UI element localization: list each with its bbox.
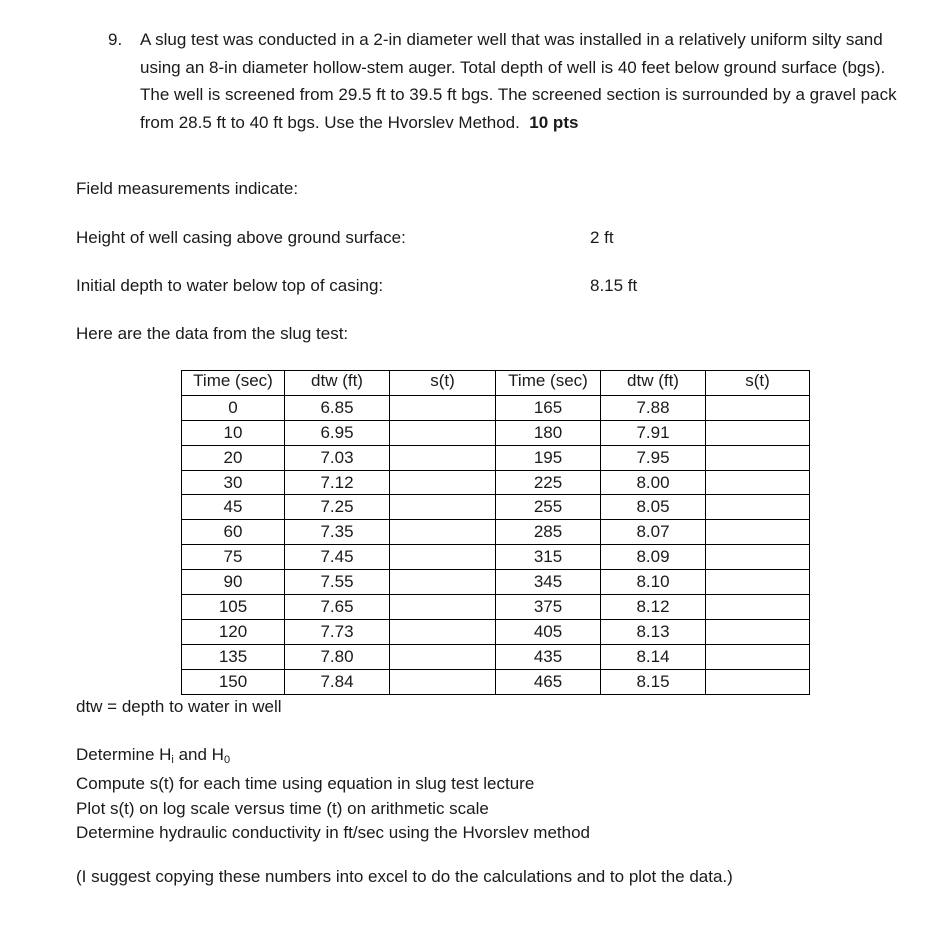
table-row: [182, 595, 810, 620]
cell-time-1: 20: [182, 445, 285, 470]
cell-dtw-1: 6.95: [285, 420, 390, 445]
field-intro: Field measurements indicate:: [76, 179, 299, 198]
cell-time-2: 165: [496, 395, 601, 420]
cell-st-1: [390, 570, 496, 595]
cell-time-2: 315: [496, 545, 601, 570]
cell-dtw-1: 7.35: [285, 520, 390, 545]
cell-dtw-2: 8.15: [601, 669, 706, 694]
cell-dtw-1: 6.85: [285, 395, 390, 420]
dtw-note: dtw = depth to water in well: [76, 697, 282, 716]
cell-time-1: 105: [182, 595, 285, 620]
cell-time-1: 150: [182, 669, 285, 694]
cell-st-1: [390, 644, 496, 669]
cell-dtw-2: 8.13: [601, 619, 706, 644]
casing-height-label: Height of well casing above ground surface:: [76, 228, 406, 247]
cell-st-2: [706, 644, 810, 669]
step-compute-st: Compute s(t) for each time using equation in slug test lecture: [76, 774, 535, 794]
cell-time-2: 375: [496, 595, 601, 620]
table-body: [182, 395, 810, 694]
cell-time-2: 405: [496, 619, 601, 644]
header-time-1: Time (sec): [182, 371, 285, 396]
problem-points: 10 pts: [529, 112, 579, 132]
cell-st-1: [390, 669, 496, 694]
cell-dtw-2: 7.95: [601, 445, 706, 470]
table-header-row: [182, 371, 810, 396]
cell-dtw-2: 8.09: [601, 545, 706, 570]
cell-dtw-2: 8.07: [601, 520, 706, 545]
cell-time-2: 255: [496, 495, 601, 520]
header-dtw-1: dtw (ft): [285, 371, 390, 396]
cell-time-2: 225: [496, 470, 601, 495]
step-1-sub-i: i: [171, 754, 174, 766]
problem-number: 9.: [108, 30, 123, 49]
cell-dtw-2: 8.05: [601, 495, 706, 520]
casing-height-value: 2 ft: [590, 228, 614, 247]
cell-time-2: 180: [496, 420, 601, 445]
cell-st-1: [390, 395, 496, 420]
cell-dtw-2: 8.00: [601, 470, 706, 495]
cell-time-1: 120: [182, 619, 285, 644]
step-determine-h: [76, 743, 590, 772]
problem-text-block: [140, 26, 908, 136]
cell-time-2: 345: [496, 570, 601, 595]
problem-statement: [108, 26, 908, 136]
cell-st-1: [390, 445, 496, 470]
table-row: [182, 644, 810, 669]
cell-st-1: [390, 619, 496, 644]
cell-st-1: [390, 545, 496, 570]
cell-dtw-1: 7.80: [285, 644, 390, 669]
problem-text: A slug test was conducted in a 2-in diameter well that was installed in a relatively uniform silty sand using an 8-in diameter hollow-stem auger. Total depth of well is 40 feet below ground surface (bgs). The well is screened from 29.5 ft to 39.5 ft bgs. The screened section is surrounded by a gravel pack from 28.5 ft to 40 ft bgs. Use the Hvorslev Method.: [140, 30, 897, 132]
cell-st-2: [706, 420, 810, 445]
cell-dtw-1: 7.45: [285, 545, 390, 570]
cell-st-1: [390, 495, 496, 520]
cell-st-2: [706, 495, 810, 520]
data-intro: Here are the data from the slug test:: [76, 324, 349, 343]
cell-time-1: 45: [182, 495, 285, 520]
header-dtw-2: dtw (ft): [601, 371, 706, 396]
cell-time-2: 195: [496, 445, 601, 470]
table-row: [182, 570, 810, 595]
cell-st-2: [706, 619, 810, 644]
cell-st-2: [706, 445, 810, 470]
cell-time-1: 0: [182, 395, 285, 420]
task-steps: [76, 743, 590, 845]
cell-st-2: [706, 570, 810, 595]
cell-st-2: [706, 470, 810, 495]
header-time-2: Time (sec): [496, 371, 601, 396]
table-row: [182, 669, 810, 694]
cell-dtw-1: 7.65: [285, 595, 390, 620]
cell-st-1: [390, 470, 496, 495]
cell-st-2: [706, 395, 810, 420]
cell-time-1: 75: [182, 545, 285, 570]
table-row: [182, 545, 810, 570]
cell-dtw-2: 8.10: [601, 570, 706, 595]
cell-dtw-1: 7.25: [285, 495, 390, 520]
initial-depth-label: Initial depth to water below top of casing:: [76, 276, 384, 295]
cell-st-1: [390, 595, 496, 620]
table-row: [182, 495, 810, 520]
cell-dtw-2: 7.88: [601, 395, 706, 420]
cell-dtw-1: 7.03: [285, 445, 390, 470]
step-1-sub-0: 0: [223, 754, 231, 766]
step-1-prefix: Determine H: [76, 745, 172, 764]
cell-st-2: [706, 545, 810, 570]
cell-st-1: [390, 520, 496, 545]
cell-dtw-1: 7.84: [285, 669, 390, 694]
table-row: [182, 395, 810, 420]
cell-time-1: 10: [182, 420, 285, 445]
cell-dtw-2: 8.14: [601, 644, 706, 669]
step-hydraulic-conductivity: Determine hydraulic conductivity in ft/sec using the Hvorslev method: [76, 822, 591, 842]
step-1-mid: and H: [173, 745, 224, 764]
cell-time-1: 90: [182, 570, 285, 595]
cell-dtw-2: 8.12: [601, 595, 706, 620]
table-row: [182, 470, 810, 495]
cell-time-1: 30: [182, 470, 285, 495]
cell-st-2: [706, 669, 810, 694]
cell-st-2: [706, 520, 810, 545]
excel-suggestion: (I suggest copying these numbers into excel to do the calculations and to plot the data.): [76, 867, 733, 886]
cell-dtw-1: 7.55: [285, 570, 390, 595]
slug-test-table: [181, 370, 810, 695]
table-row: [182, 420, 810, 445]
cell-time-1: 60: [182, 520, 285, 545]
initial-depth-value: 8.15 ft: [590, 276, 638, 295]
table-row: [182, 619, 810, 644]
cell-dtw-2: 7.91: [601, 420, 706, 445]
cell-time-1: 135: [182, 644, 285, 669]
header-st-2: s(t): [706, 371, 810, 396]
table-row: [182, 445, 810, 470]
header-st-1: s(t): [390, 371, 496, 396]
cell-dtw-1: 7.73: [285, 619, 390, 644]
table-row: [182, 520, 810, 545]
cell-time-2: 285: [496, 520, 601, 545]
cell-st-2: [706, 595, 810, 620]
cell-dtw-1: 7.12: [285, 470, 390, 495]
cell-time-2: 465: [496, 669, 601, 694]
step-plot: Plot s(t) on log scale versus time (t) on arithmetic scale: [76, 798, 489, 818]
cell-time-2: 435: [496, 644, 601, 669]
cell-st-1: [390, 420, 496, 445]
